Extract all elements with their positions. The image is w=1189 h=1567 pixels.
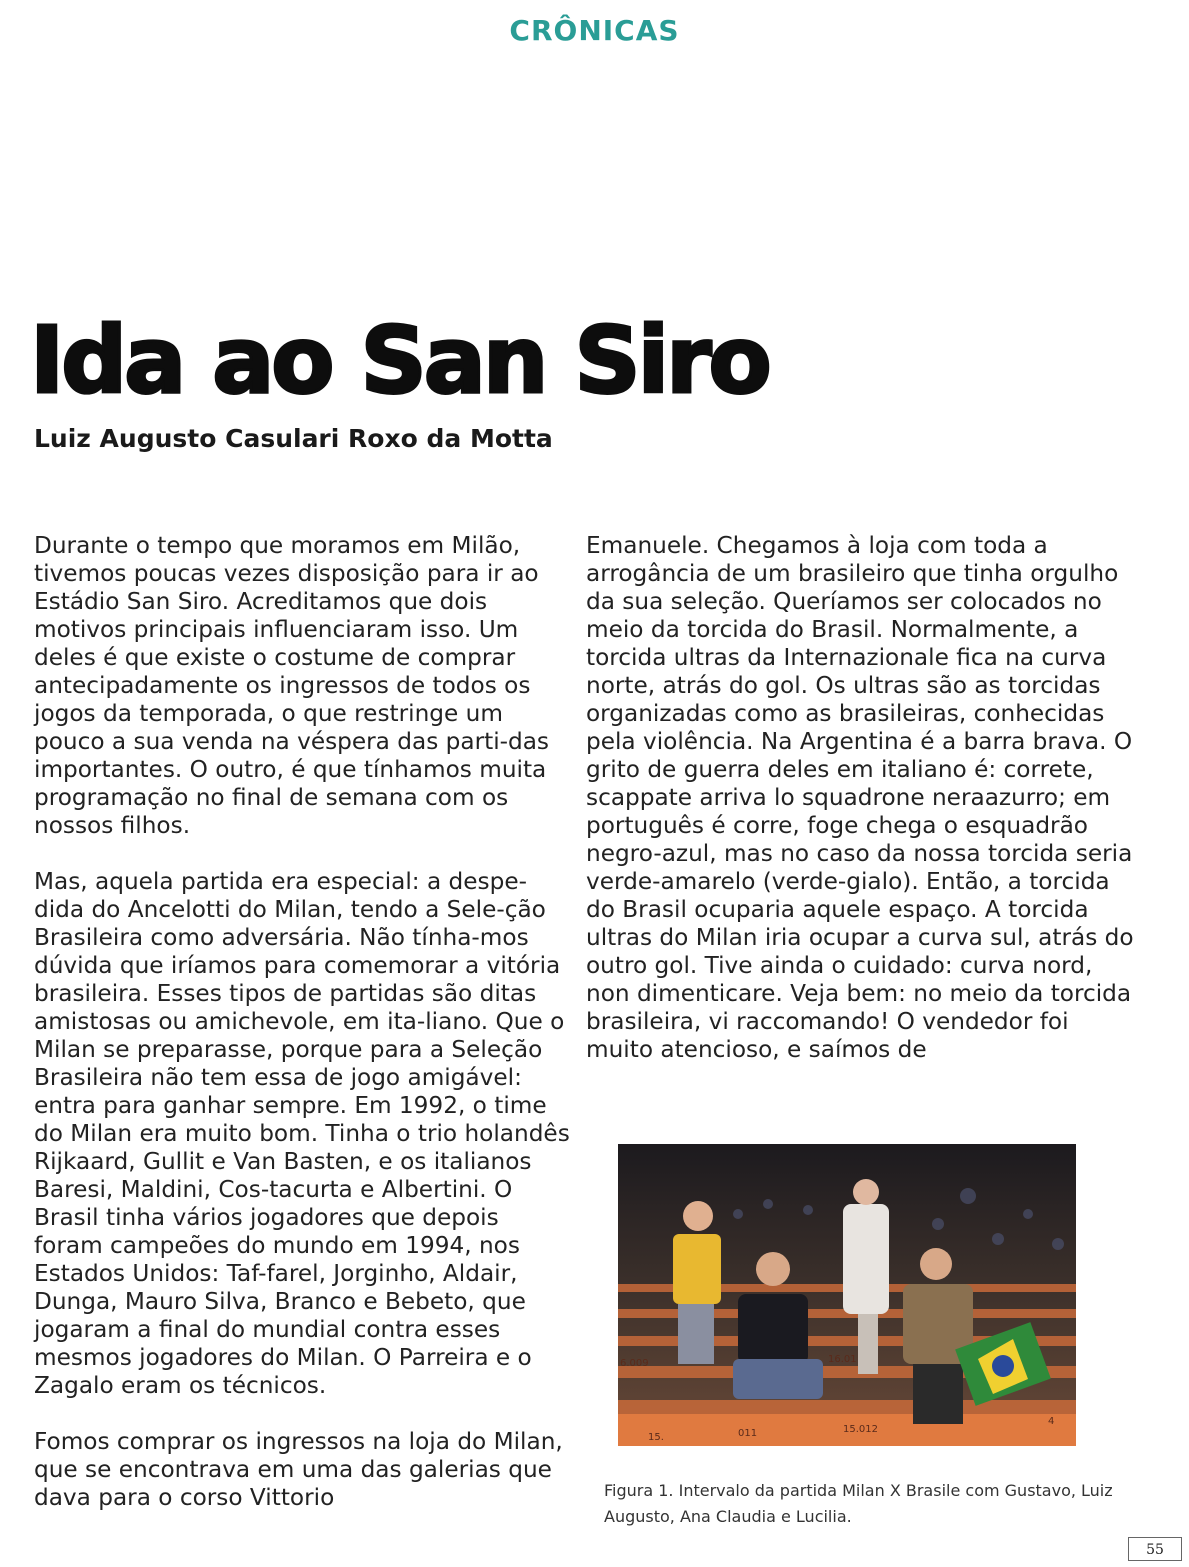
figure-caption: Figura 1. Intervalo da partida Milan X Brasile com Gustavo, Luiz Augusto, Ana Claudia e Lucilia.: [604, 1481, 1113, 1526]
text-column-left: [34, 532, 574, 1540]
seat-label: 4: [1048, 1416, 1055, 1427]
article-author: Luiz Augusto Casulari Roxo da Motta: [34, 424, 553, 453]
seat-label: 15.: [648, 1432, 664, 1443]
paragraph: Emanuele. Chegamos à loja com toda a arrogância de um brasileiro que tinha orgulho da sua seleção. Queríamos ser colocados no meio da torcida do Brasil. Normalmente, a torcida ultras da Internazionale fica na curva norte, atrás do gol. Os ultras são as torcidas organizadas como as brasileiras, conhecidas pela violência. Na Argentina é a barra brava. O grito de guerra deles em italiano é: correte, scappate arriva lo squadrone neraazurro; em português é corre, foge chega o esquadrão negro-azul, mas no caso da nossa torcida seria verde-amarelo (verde-gialo). Então, a torcida do Brasil ocuparia aquele espaço. A torcida ultras do Milan iria ocupar a curva sul, atrás do outro gol. Tive ainda o cuidado: curva nord, non dimenticare. Veja bem: no meio da torcida brasileira, vi raccomando! O vendedor foi muito atencioso, e saímos de: [586, 532, 1134, 1063]
article-title: Ida ao San Siro: [30, 307, 769, 414]
seat-label: 16.01: [828, 1354, 857, 1365]
paragraph: Mas, aquela partida era especial: a despe-dida do Ancelotti do Milan, tendo a Sele-ção Brasileira como adversária. Não tínha-mos dúvida que iríamos para comemorar a vitória brasileira. Esses tipos de partidas são ditas amistosas ou amichevole, em ita-liano. Que o Milan se preparasse, porque para a Seleção Brasileira não tem essa de jogo amigável: entra para ganhar sempre. Em 1992, o time do Milan era muito bom. Tinha o trio holandês Rijkaard, Gullit e Van Basten, e os italianos Baresi, Maldini, Cos-tacurta e Albertini. O Brasil tinha vários jogadores que depois foram campeões do mundo em 1994, nos Estados Unidos: Taf-farel, Jorginho, Aldair, Dunga, Mauro Silva, Branco e Bebeto, que jogaram a final do mundial contra esses mesmos jogadores do Milan. O Parreira e o Zagalo eram os técnicos.: [34, 868, 570, 1399]
paragraph: Durante o tempo que moramos em Milão, tivemos poucas vezes disposição para ir ao Estádio San Siro. Acreditamos que dois motivos principais influenciaram isso. Um deles é que existe o costume de comprar antecipadamente os ingressos de todos os jogos da temporada, o que restringe um pouco a sua venda na véspera das parti-das importantes. O outro, é que tínhamos muita programação no final de semana com os nossos filhos.: [34, 532, 550, 839]
paragraph: Fomos comprar os ingressos na loja do Milan, que se encontrava em uma das galerias que dava para o corso Vittorio: [34, 1428, 563, 1511]
stadium-photo: [618, 1144, 1076, 1446]
seat-label: 15.012: [843, 1424, 878, 1435]
seat-label: 011: [738, 1428, 758, 1439]
section-header: CRÔNICAS: [509, 14, 680, 47]
text-column-right: [586, 532, 1136, 1092]
stadium-photo-illustration: [618, 1144, 1076, 1446]
seat-label: 6.009: [620, 1358, 649, 1369]
page-number: 55: [1128, 1537, 1182, 1561]
